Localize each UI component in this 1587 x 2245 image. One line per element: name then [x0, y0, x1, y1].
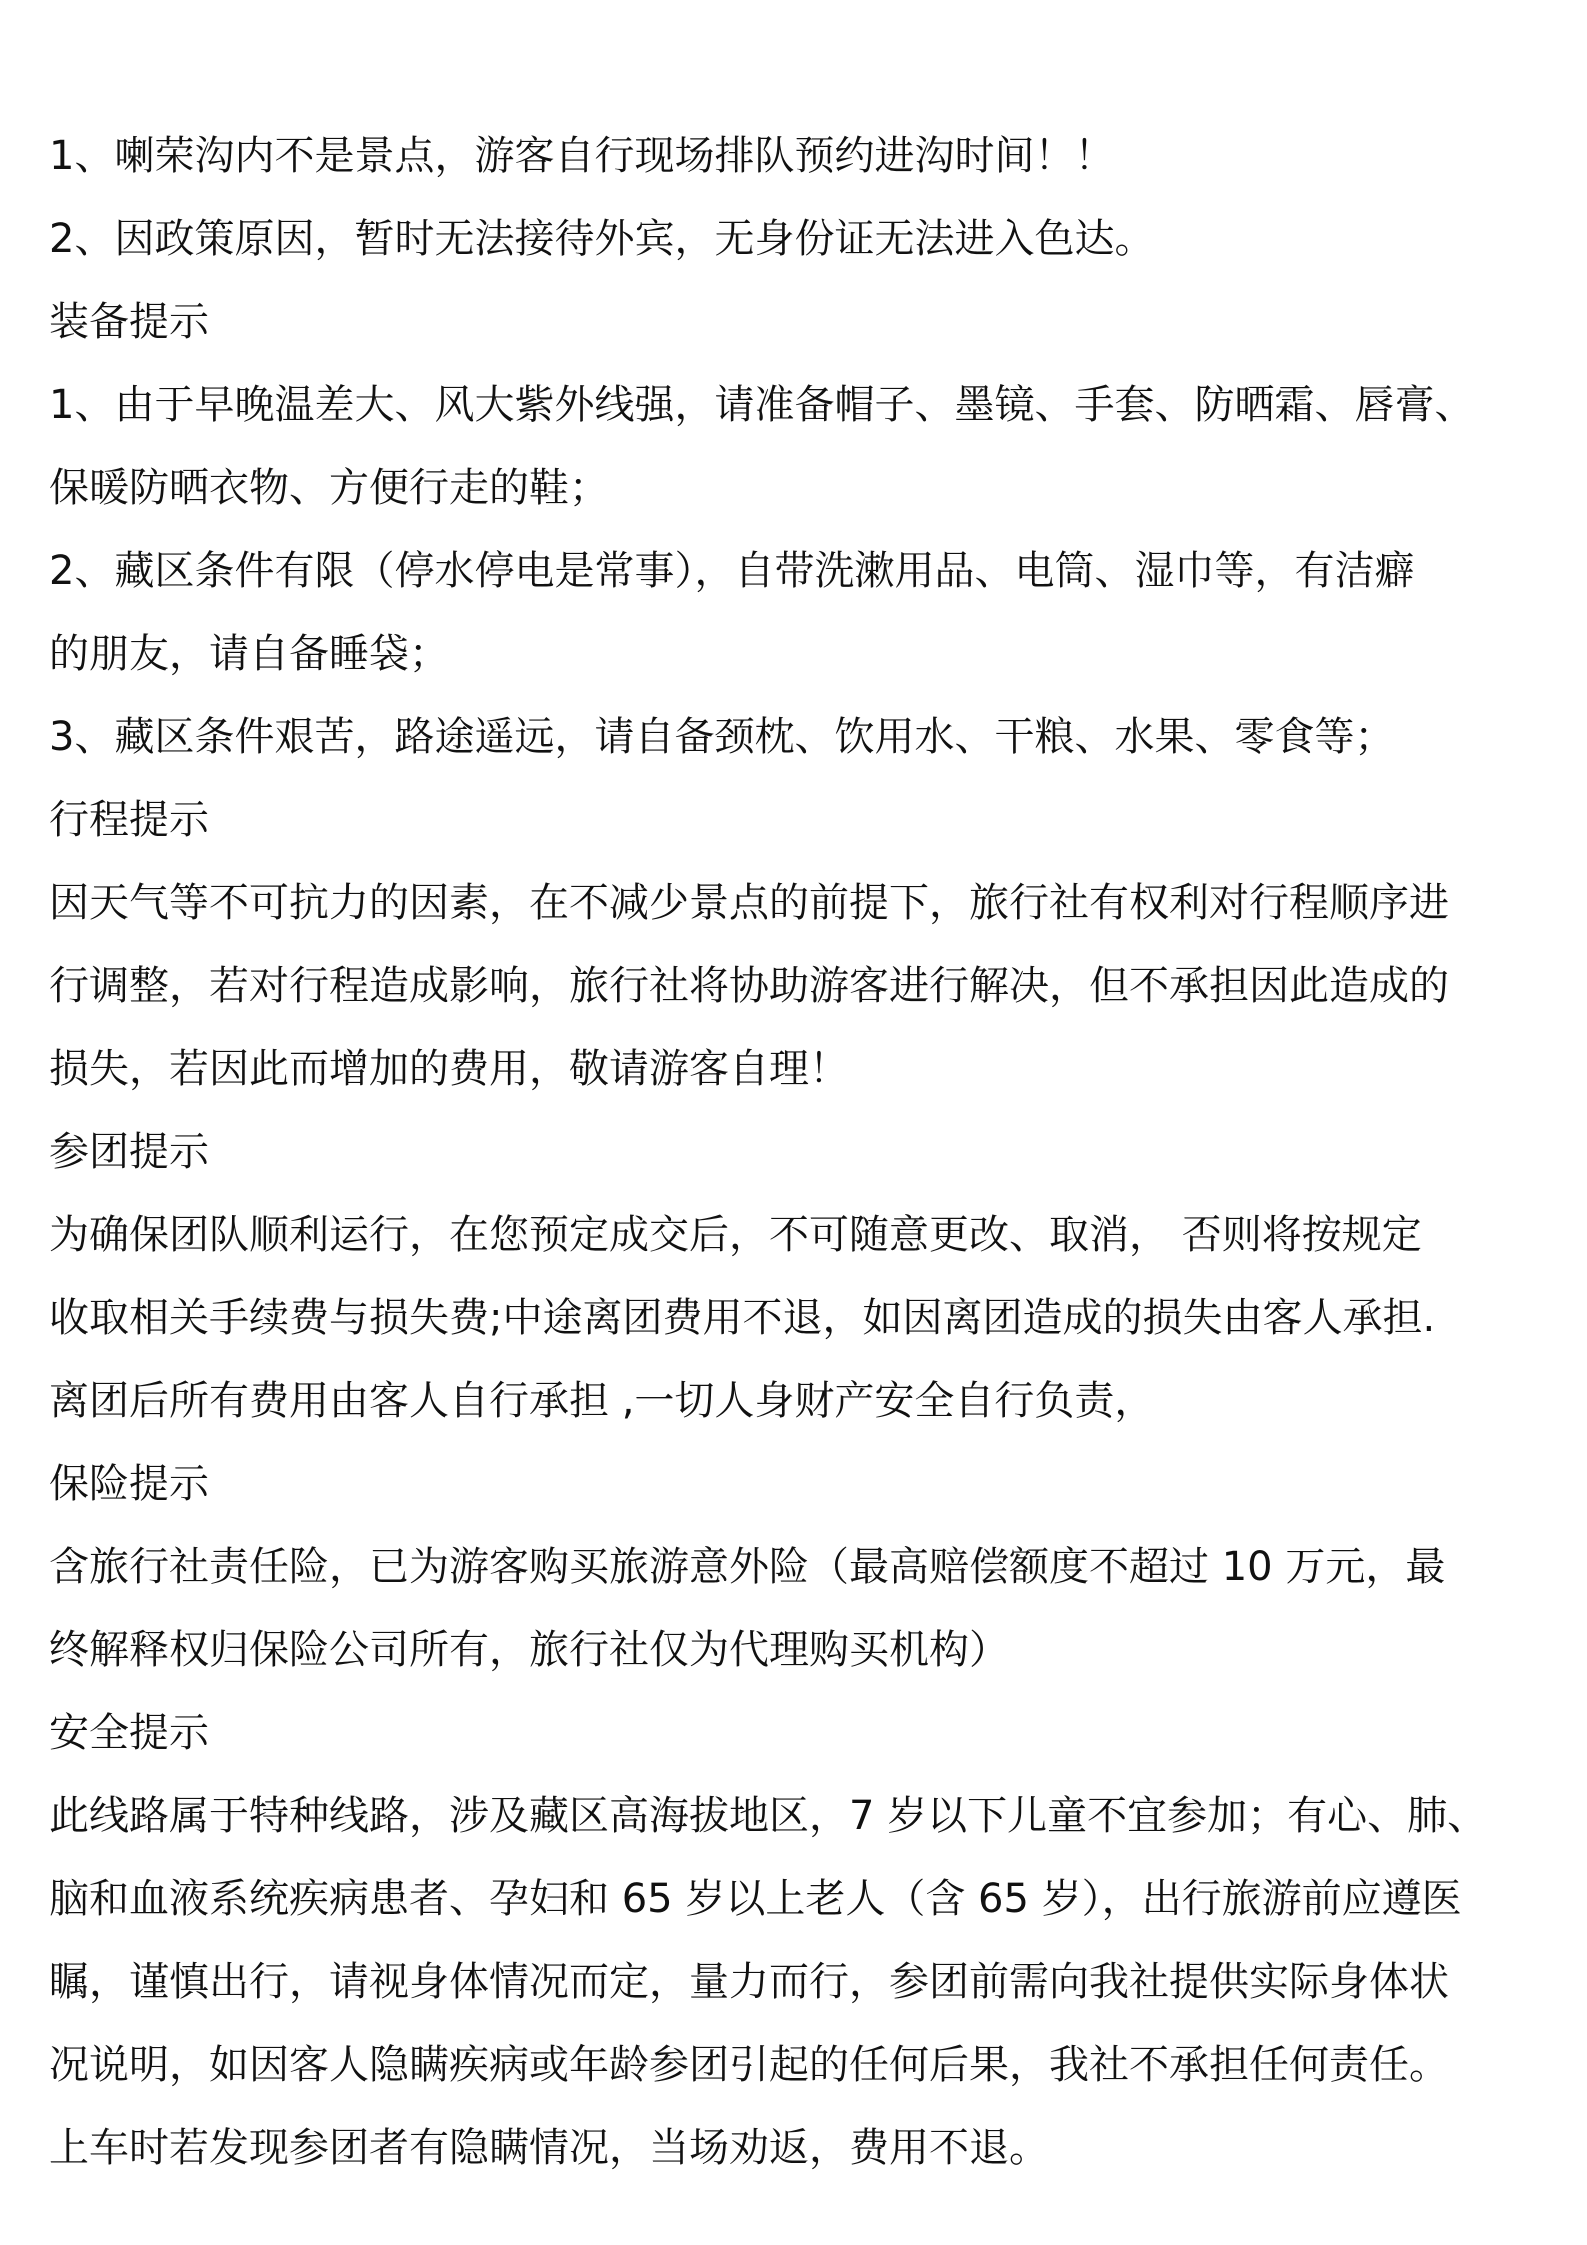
safety-line-5: 上车时若发现参团者有隐瞒情况，当场劝返，费用不退。 [49, 2125, 1049, 2171]
group-line-1: 为确保团队顺利运行，在您预定成交后，不可随意更改、取消， 否则将按规定 [49, 1212, 1422, 1258]
safety-line-1: 此线路属于特种线路，涉及藏区高海拔地区，7 岁以下儿童不宜参加；有心、肺、 [49, 1793, 1488, 1839]
safety-tips-heading: 安全提示 [49, 1710, 209, 1756]
group-line-3: 离团后所有费用由客人自行承担 ,一切人身财产安全自行负责， [49, 1378, 1155, 1424]
safety-line-4: 况说明，如因客人隐瞒疾病或年龄参团引起的任何后果，我社不承担任何责任。 [49, 2042, 1449, 2088]
insurance-line-1: 含旅行社责任险，已为游客购买旅游意外险（最高赔偿额度不超过 10 万元，最 [49, 1544, 1446, 1590]
equipment-line-4: 的朋友，请自备睡袋； [49, 631, 449, 677]
notice-line-2: 2、因政策原因，暂时无法接待外宾，无身份证无法进入色达。 [49, 216, 1155, 262]
document-page [49, 115, 1559, 2190]
equipment-line-2: 保暖防晒衣物、方便行走的鞋； [49, 465, 609, 511]
equipment-line-3: 2、藏区条件有限（停水停电是常事），自带洗漱用品、电筒、湿巾等，有洁癖 [49, 548, 1415, 594]
group-tips-heading: 参团提示 [49, 1129, 209, 1175]
insurance-tips-heading: 保险提示 [49, 1461, 209, 1507]
safety-line-2: 脑和血液系统疾病患者、孕妇和 65 岁以上老人（含 65 岁），出行旅游前应遵医 [49, 1876, 1462, 1922]
equipment-tips-heading: 装备提示 [49, 299, 209, 345]
group-line-2: 收取相关手续费与损失费;中途离团费用不退，如因离团造成的损失由客人承担. [49, 1295, 1436, 1341]
notice-line-1: 1、喇荣沟内不是景点，游客自行现场排队预约进沟时间！！ [49, 133, 1115, 179]
itinerary-tips-heading: 行程提示 [49, 797, 209, 843]
insurance-line-2: 终解释权归保险公司所有，旅行社仅为代理购买机构） [49, 1627, 1009, 1673]
safety-line-3: 瞩，谨慎出行，请视身体情况而定，量力而行，参团前需向我社提供实际身体状 [49, 1959, 1449, 2005]
itinerary-line-2: 行调整，若对行程造成影响，旅行社将协助游客进行解决，但不承担因此造成的 [49, 963, 1449, 1009]
itinerary-line-1: 因天气等不可抗力的因素，在不减少景点的前提下，旅行社有权利对行程顺序进 [49, 880, 1449, 926]
equipment-line-1: 1、由于早晚温差大、风大紫外线强，请准备帽子、墨镜、手套、防晒霜、唇膏、 [49, 382, 1475, 428]
equipment-line-5: 3、藏区条件艰苦，路途遥远，请自备颈枕、饮用水、干粮、水果、零食等； [49, 714, 1395, 760]
itinerary-line-3: 损失，若因此而增加的费用，敬请游客自理！ [49, 1046, 849, 1092]
